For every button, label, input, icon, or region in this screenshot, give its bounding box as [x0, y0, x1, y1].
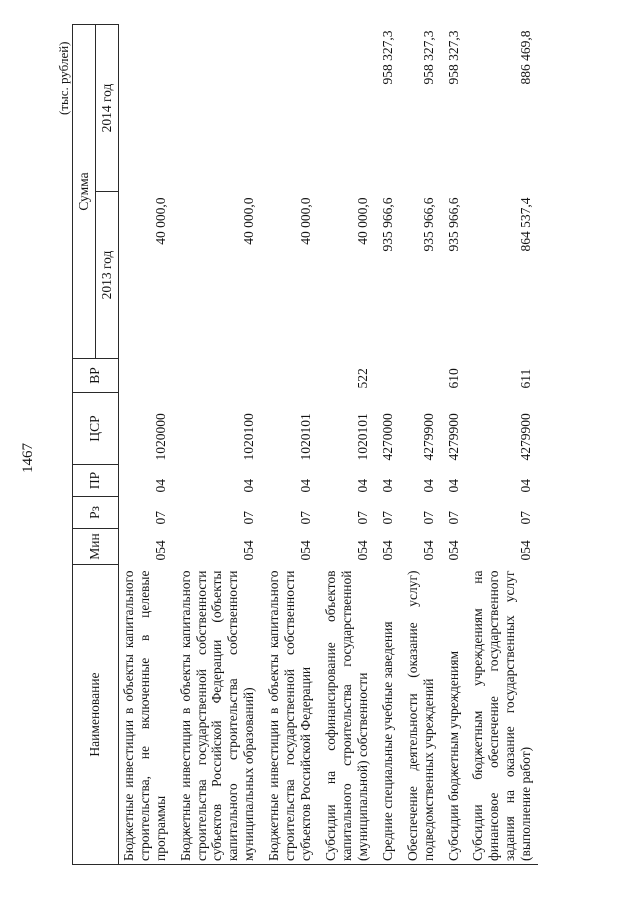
units-label: (тыс. рублей)	[56, 41, 71, 115]
row-sum-2014	[264, 24, 321, 191]
row-pr: 04	[379, 479, 395, 493]
row-csr: 1020100	[241, 413, 257, 461]
row-csr: 4270000	[379, 413, 395, 461]
row-min: 054	[518, 540, 534, 561]
row-name: Бюджетные инвестиции в объекты капитального строительства государственной собственности субъектов Российской Федерации	[264, 565, 321, 865]
row-rz: 07	[354, 511, 370, 525]
header-row	[73, 24, 96, 864]
table-row	[118, 24, 175, 864]
row-sum-2013: 935 966,6	[420, 197, 436, 252]
row-vr: 611	[518, 368, 534, 389]
header-2013: 2013 год	[95, 192, 118, 359]
table-row	[378, 24, 403, 864]
row-rz: 07	[241, 511, 257, 525]
row-sum-2013: 864 537,4	[518, 197, 534, 252]
row-rz: 07	[445, 511, 461, 525]
row-vr	[378, 359, 403, 393]
row-min: 054	[420, 540, 436, 561]
row-sum-2014: 958 327,3	[445, 30, 461, 85]
row-sum-2013: 40 000,0	[298, 197, 314, 245]
row-pr: 04	[518, 479, 534, 493]
row-name: Средние специальные учебные заведения	[378, 565, 403, 865]
row-vr: 610	[445, 368, 461, 389]
row-name: Субсидии на софинансирование объектов капитального строительства государственной (муниципальной) собственности	[321, 565, 378, 865]
row-sum-2014: 958 327,3	[420, 30, 436, 85]
row-vr	[118, 359, 175, 393]
page-number: 1467	[20, 443, 36, 473]
table-row	[444, 24, 469, 864]
row-sum-2014: 886 469,8	[518, 30, 534, 85]
row-name: Субсидии бюджетным учреждениям	[444, 565, 469, 865]
row-rz: 07	[518, 511, 534, 525]
row-vr	[176, 359, 265, 393]
table-row	[403, 24, 444, 864]
row-csr: 1020101	[354, 413, 370, 461]
row-min: 054	[354, 540, 370, 561]
row-sum-2013: 935 966,6	[379, 197, 395, 252]
row-name: Обеспечение деятельности (оказание услуг) подведомственных учреждений	[403, 565, 444, 865]
header-csr: ЦСР	[73, 393, 119, 465]
row-sum-2014	[176, 24, 265, 191]
row-sum-2013: 40 000,0	[354, 197, 370, 245]
row-min: 054	[379, 540, 395, 561]
row-sum-2013: 935 966,6	[445, 197, 461, 252]
row-rz: 07	[298, 511, 314, 525]
header-name: Наименование	[73, 565, 119, 865]
row-rz: 07	[379, 511, 395, 525]
row-csr: 4279900	[420, 413, 436, 461]
row-min: 054	[445, 540, 461, 561]
table-row	[468, 24, 538, 864]
row-pr: 04	[241, 479, 257, 493]
row-min: 054	[298, 540, 314, 561]
row-pr: 04	[298, 479, 314, 493]
row-sum-2013: 40 000,0	[152, 197, 168, 245]
row-min: 054	[152, 540, 168, 561]
row-sum-2014: 958 327,3	[379, 30, 395, 85]
row-name: Субсидии бюджетным учреждениям на финансовое обеспечение государственного задания на оказание государственных услуг (выполнение работ)	[468, 565, 538, 865]
row-csr: 1020101	[298, 413, 314, 461]
row-name: Бюджетные инвестиции в объекты капитального строительства, не включенные в целевые программы	[118, 565, 175, 865]
row-pr: 04	[445, 479, 461, 493]
row-pr: 04	[152, 479, 168, 493]
row-csr: 4279900	[518, 413, 534, 461]
budget-table	[72, 24, 538, 865]
header-sum: Сумма	[73, 24, 96, 358]
row-min: 054	[241, 540, 257, 561]
table-row	[321, 24, 378, 864]
row-sum-2014	[321, 24, 378, 191]
table-row	[176, 24, 265, 864]
row-sum-2013: 40 000,0	[241, 197, 257, 245]
header-min: Мин	[73, 529, 119, 565]
table-row	[264, 24, 321, 864]
row-pr: 04	[420, 479, 436, 493]
header-rz: Рз	[73, 497, 119, 529]
row-csr: 4279900	[445, 413, 461, 461]
row-vr	[264, 359, 321, 393]
row-vr: 522	[354, 368, 370, 389]
row-name: Бюджетные инвестиции в объекты капитального строительства государственной собственности субъектов Российской Федерации (объекты капитального строительства собственности муниципальных образований)	[176, 565, 265, 865]
header-2014: 2014 год	[95, 24, 118, 191]
header-vr: ВР	[73, 359, 119, 393]
header-pr: ПР	[73, 465, 119, 497]
row-rz: 07	[420, 511, 436, 525]
row-csr: 1020000	[152, 413, 168, 461]
row-pr: 04	[354, 479, 370, 493]
row-sum-2014	[118, 24, 175, 191]
row-vr	[403, 359, 444, 393]
row-rz: 07	[152, 511, 168, 525]
